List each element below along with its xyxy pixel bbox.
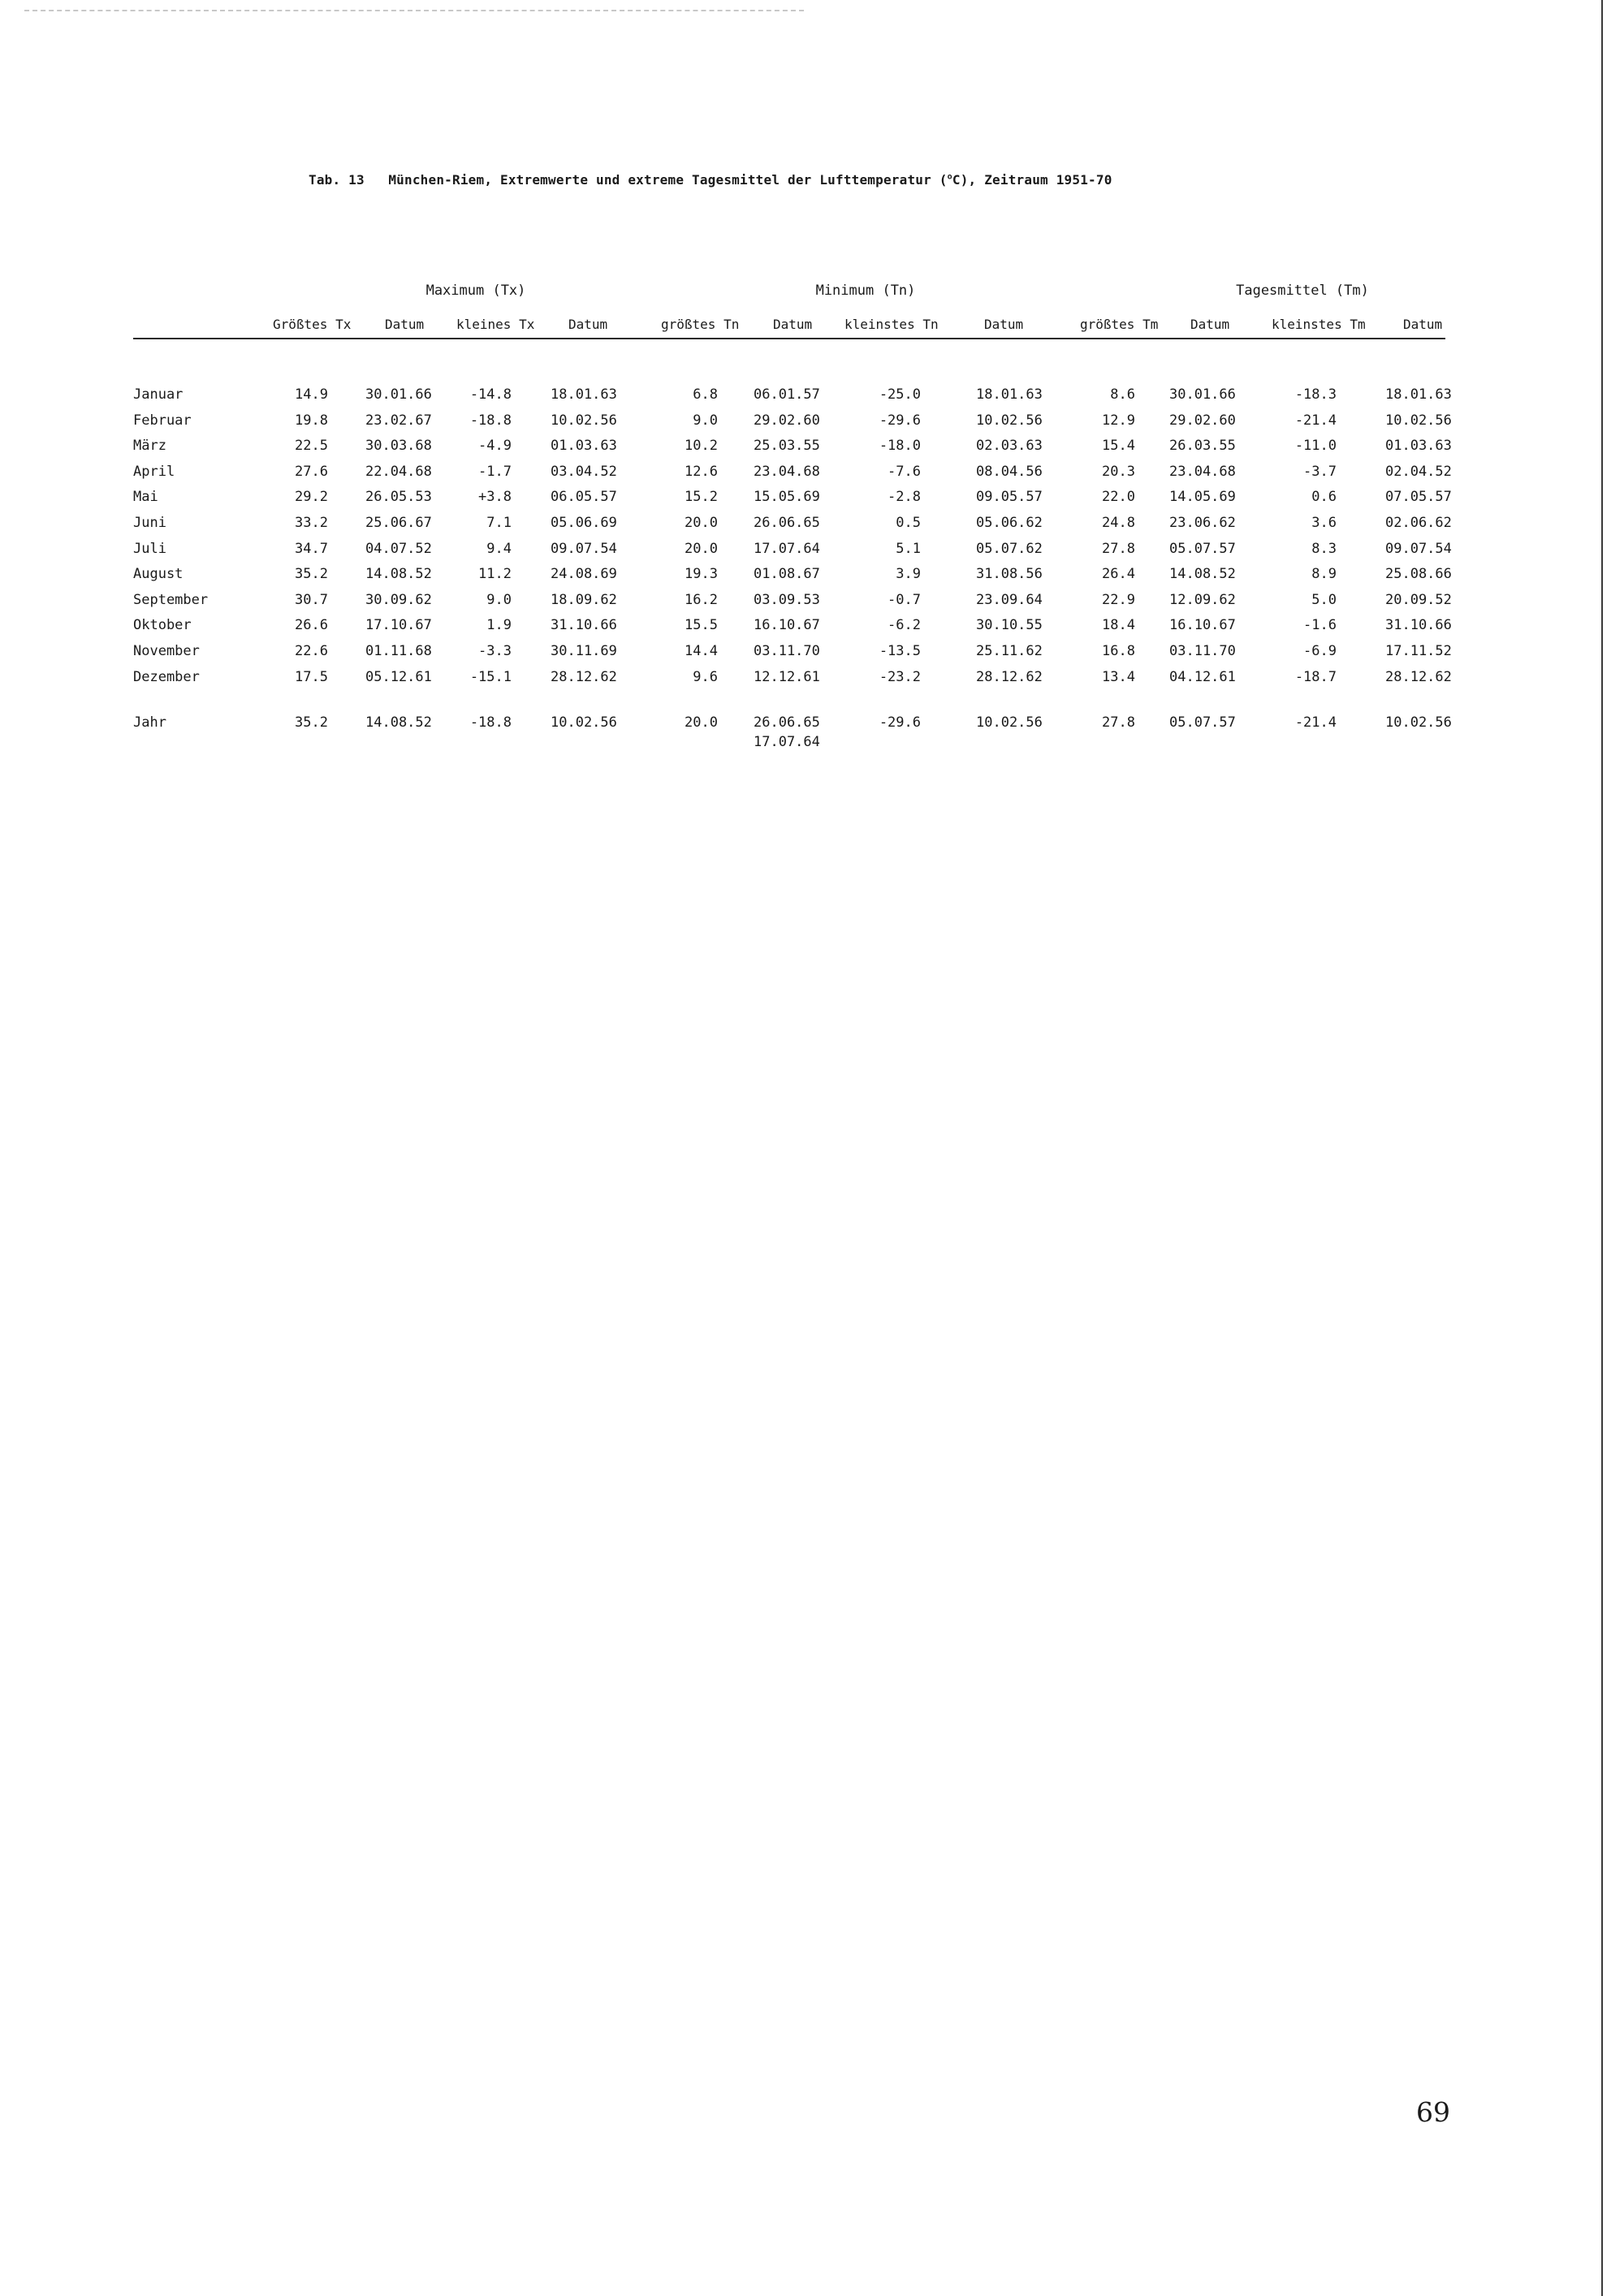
table-cell: 29.2 [295,489,328,505]
row-label: Juli [133,541,166,557]
group-header-tagesmittel: Tagesmittel (Tm) [1236,283,1369,299]
row-label: Mai [133,489,158,505]
table-cell: 18.01.63 [976,386,1043,403]
table-cell: 22.5 [295,438,328,454]
table-cell: 10.02.56 [551,412,617,429]
table-cell: 23.04.68 [1169,464,1236,480]
column-header: Datum [1190,317,1230,332]
row-label: August [133,566,184,582]
table-cell: 04.12.61 [1169,669,1236,685]
table-cell: 15.5 [685,617,718,633]
table-cell: 09.05.57 [976,489,1043,505]
table-cell: 05.12.61 [365,669,432,685]
table-cell: -23.2 [879,669,921,685]
table-cell: 23.09.64 [976,592,1043,608]
table-cell: 14.08.52 [1169,566,1236,582]
table-cell: 27.8 [1102,541,1135,557]
table-cell: 12.9 [1102,412,1135,429]
row-label: September [133,592,209,608]
table-cell: 03.04.52 [551,464,617,480]
table-cell: 20.0 [685,541,718,557]
column-header: Größtes Tx [273,317,352,332]
table-cell: 25.11.62 [976,643,1043,659]
column-header: Datum [1403,317,1443,332]
row-label: Dezember [133,669,200,685]
table-cell: 27.8 [1102,714,1135,731]
table-cell: 19.3 [685,566,718,582]
table-cell: 8.6 [1110,386,1135,403]
table-cell: -14.8 [469,386,512,403]
column-header: Datum [773,317,813,332]
table-cell: 05.06.69 [551,515,617,531]
table-cell: -25.0 [879,386,921,403]
table-cell: 14.08.52 [365,566,432,582]
table-cell: 13.4 [1102,669,1135,685]
table-cell: 26.03.55 [1169,438,1236,454]
table-cell: -18.7 [1294,669,1337,685]
table-cell: 17.11.52 [1385,643,1452,659]
table-cell: 16.10.67 [754,617,820,633]
table-cell: -21.4 [1294,412,1337,429]
table-caption [309,172,1112,188]
table-cell: 30.11.69 [551,643,617,659]
table-cell: -2.8 [888,489,921,505]
column-header: Datum [385,317,425,332]
table-cell: -6.2 [888,617,921,633]
table-cell: -1.7 [478,464,512,480]
table-cell: 8.3 [1311,541,1337,557]
table-cell: -21.4 [1294,714,1337,731]
table-cell: -4.9 [478,438,512,454]
group-header-minimum: Minimum (Tn) [815,283,916,299]
table-cell: 3.9 [896,566,921,582]
row-label: Oktober [133,617,192,633]
table-cell: 26.4 [1102,566,1135,582]
table-cell: 22.0 [1102,489,1135,505]
table-cell: 29.02.60 [754,412,820,429]
table-cell: 20.3 [1102,464,1135,480]
table-cell: 23.04.68 [754,464,820,480]
table-cell: 30.01.66 [1169,386,1236,403]
row-label: März [133,438,166,454]
table-cell: 14.4 [685,643,718,659]
table-cell: 01.03.63 [1385,438,1452,454]
table-cell: -29.6 [879,714,921,731]
table-cell: -6.9 [1303,643,1337,659]
column-header: größtes Tm [1080,317,1159,332]
table-cell: 03.11.70 [754,643,820,659]
table-cell: 24.08.69 [551,566,617,582]
table-cell: 34.7 [295,541,328,557]
table-cell: 15.05.69 [754,489,820,505]
table-cell: 23.06.62 [1169,515,1236,531]
table-cell: -13.5 [879,643,921,659]
table-cell: 26.05.53 [365,489,432,505]
table-cell: 3.6 [1311,515,1337,531]
table-cell: 30.10.55 [976,617,1043,633]
table-cell: -7.6 [888,464,921,480]
table-cell: 10.02.56 [1385,412,1452,429]
table-cell: 10.02.56 [976,412,1043,429]
table-cell: 22.04.68 [365,464,432,480]
table-cell: 8.9 [1311,566,1337,582]
year-row-label: Jahr [133,714,166,731]
table-cell: 26.06.65 [754,714,820,731]
table-cell: 26.6 [295,617,328,633]
scan-edge-top [24,10,804,11]
table-cell: 01.03.63 [551,438,617,454]
table-cell: 31.08.56 [976,566,1043,582]
table-cell: 30.01.66 [365,386,432,403]
table-cell: 9.6 [693,669,718,685]
table-cell: 14.9 [295,386,328,403]
table-cell: 02.06.62 [1385,515,1452,531]
table-cell: 12.12.61 [754,669,820,685]
table-cell: 05.07.57 [1169,541,1236,557]
table-cell: 10.02.56 [976,714,1043,731]
table-cell: 7.1 [486,515,512,531]
table-cell: 05.07.62 [976,541,1043,557]
table-cell: 12.6 [685,464,718,480]
table-cell: 14.08.52 [365,714,432,731]
table-cell: 04.07.52 [365,541,432,557]
column-header: kleinstes Tn [844,317,939,332]
table-cell: 10.2 [685,438,718,454]
table-cell: -0.7 [888,592,921,608]
table-cell: 02.04.52 [1385,464,1452,480]
year-extra-date: 17.07.64 [754,734,820,750]
table-cell: 27.6 [295,464,328,480]
caption-text: München-Riem, Extremwerte und extreme Tagesmittel der Lufttemperatur ( [388,172,948,188]
table-cell: 15.2 [685,489,718,505]
table-cell: 28.12.62 [551,669,617,685]
caption-prefix: Tab. 13 [309,172,365,188]
column-header: kleines Tx [456,317,535,332]
table-cell: 17.07.64 [754,541,820,557]
header-rule [133,338,1445,339]
table-cell: 16.8 [1102,643,1135,659]
table-cell: 6.8 [693,386,718,403]
scan-edge-right [1601,0,1603,2296]
row-label: Januar [133,386,184,403]
table-cell: 05.06.62 [976,515,1043,531]
table-cell: -18.8 [469,714,512,731]
table-cell: 30.03.68 [365,438,432,454]
table-cell: 1.9 [486,617,512,633]
table-cell: 31.10.66 [1385,617,1452,633]
table-cell: 20.09.52 [1385,592,1452,608]
table-cell: 31.10.66 [551,617,617,633]
table-cell: 02.03.63 [976,438,1043,454]
table-cell: 17.5 [295,669,328,685]
table-cell: +3.8 [478,489,512,505]
table-cell: 03.11.70 [1169,643,1236,659]
column-header: größtes Tn [661,317,740,332]
table-cell: 30.09.62 [365,592,432,608]
table-cell: 5.1 [896,541,921,557]
table-cell: 10.02.56 [551,714,617,731]
row-label: Juni [133,515,166,531]
column-header: Datum [568,317,608,332]
table-cell: -1.6 [1303,617,1337,633]
table-cell: 35.2 [295,714,328,731]
table-cell: 08.04.56 [976,464,1043,480]
table-cell: 09.07.54 [551,541,617,557]
table-cell: 25.03.55 [754,438,820,454]
table-cell: 10.02.56 [1385,714,1452,731]
table-cell: 23.02.67 [365,412,432,429]
table-cell: 9.4 [486,541,512,557]
table-cell: 25.08.66 [1385,566,1452,582]
caption-degree: o [947,172,952,182]
table-cell: 20.0 [685,714,718,731]
table-cell: 15.4 [1102,438,1135,454]
table-cell: 22.9 [1102,592,1135,608]
table-cell: 29.02.60 [1169,412,1236,429]
table-cell: 06.05.57 [551,489,617,505]
table-cell: 01.08.67 [754,566,820,582]
table-cell: -18.8 [469,412,512,429]
table-cell: 16.2 [685,592,718,608]
table-cell: 0.5 [896,515,921,531]
table-cell: 20.0 [685,515,718,531]
table-cell: 19.8 [295,412,328,429]
table-cell: 16.10.67 [1169,617,1236,633]
table-cell: -3.3 [478,643,512,659]
table-cell: 30.7 [295,592,328,608]
table-cell: 09.07.54 [1385,541,1452,557]
table-cell: 07.05.57 [1385,489,1452,505]
table-cell: 33.2 [295,515,328,531]
table-cell: -18.0 [879,438,921,454]
table-cell: 18.4 [1102,617,1135,633]
table-cell: -15.1 [469,669,512,685]
table-cell: 01.11.68 [365,643,432,659]
table-cell: 9.0 [693,412,718,429]
page-number: 69 [1416,2096,1450,2128]
table-cell: 17.10.67 [365,617,432,633]
table-cell: 14.05.69 [1169,489,1236,505]
table-cell: 11.2 [478,566,512,582]
table-cell: 24.8 [1102,515,1135,531]
table-cell: 18.01.63 [1385,386,1452,403]
table-cell: 5.0 [1311,592,1337,608]
column-header: Datum [984,317,1024,332]
row-label: November [133,643,200,659]
table-cell: 0.6 [1311,489,1337,505]
table-cell: 28.12.62 [976,669,1043,685]
table-cell: 9.0 [486,592,512,608]
table-cell: 35.2 [295,566,328,582]
table-cell: 26.06.65 [754,515,820,531]
table-cell: -29.6 [879,412,921,429]
table-cell: 18.09.62 [551,592,617,608]
table-cell: 03.09.53 [754,592,820,608]
table-cell: 18.01.63 [551,386,617,403]
table-cell: 28.12.62 [1385,669,1452,685]
group-header-maximum: Maximum (Tx) [425,283,526,299]
caption-suffix: C), Zeitraum 1951-70 [952,172,1112,188]
row-label: Februar [133,412,192,429]
column-header: kleinstes Tm [1272,317,1366,332]
table-cell: -3.7 [1303,464,1337,480]
row-label: April [133,464,175,480]
table-cell: -18.3 [1294,386,1337,403]
table-cell: 05.07.57 [1169,714,1236,731]
table-cell: 25.06.67 [365,515,432,531]
table-cell: 22.6 [295,643,328,659]
table-cell: 12.09.62 [1169,592,1236,608]
table-cell: 06.01.57 [754,386,820,403]
table-cell: -11.0 [1294,438,1337,454]
